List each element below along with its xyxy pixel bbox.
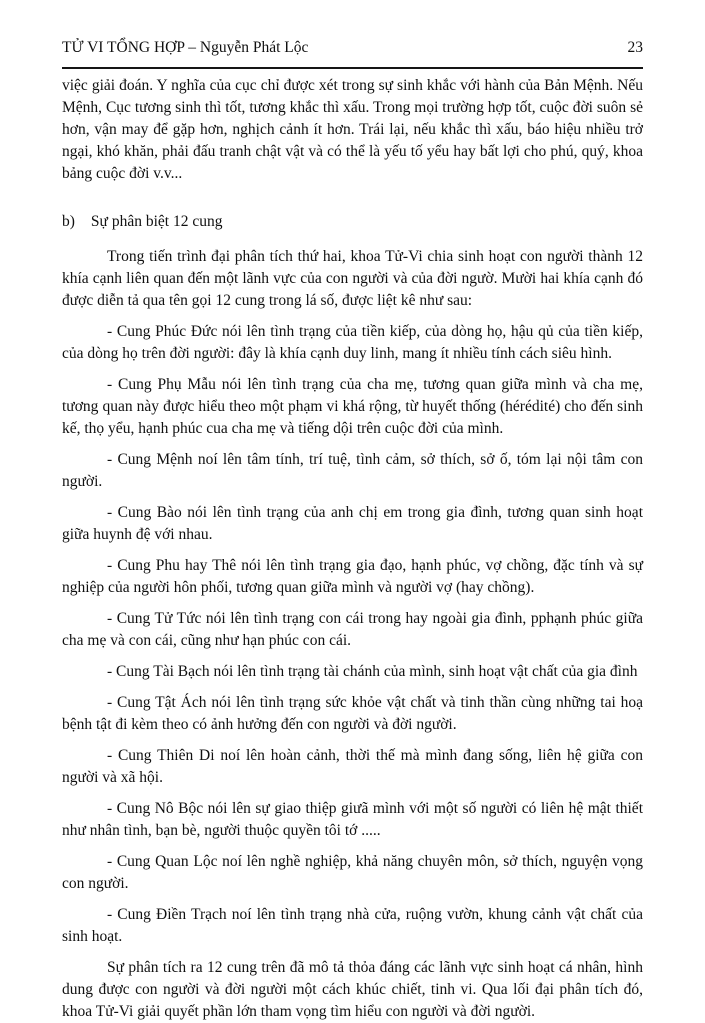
cung-tai-bach-paragraph: - Cung Tài Bạch nói lên tình trạng tài chánh của mình, sinh hoạt vật chất của gia đình xyxy=(107,663,638,680)
running-title: TỬ VI TỔNG HỢP – Nguyễn Phát Lộc xyxy=(62,39,309,56)
intro-paragraph: việc giải đoán. Y nghĩa của cục chỉ được xét trong sự sinh khắc với hành của Bản Mệnh. Nếu Mệnh, Cục tương sinh thì tốt, tương khắc thì xấu. Trong mọi trường hợp tốt, cuộc đời suôn sẻ hơn, vận may để gặp hơn, nghịch cảnh ít hơn. Trái lại, nếu khắc thì xấu, báo hiệu nhiều trở ngại, khó khăn, phải đấu tranh chật vật và có thể là yếu tố yểu hay bất lợi cho phú, quý, khoa bảng cuộc đời v.v... xyxy=(62,77,643,182)
page-header xyxy=(62,38,643,58)
cung-phu-mau-paragraph: - Cung Phụ Mẫu nói lên tình trạng của cha mẹ, tương quan giữa mình và cha mẹ, tương quan này được hiểu theo một phạm vi khá rộng, từ huyết thống (hérédité) cho đến sinh kế, thọ yểu, hạnh phúc cua cha mẹ và tiếng dội trên cuộc đời của mình. xyxy=(62,376,643,437)
cung-phuc-duc-paragraph: - Cung Phúc Đức nói lên tình trạng của tiền kiếp, của dòng họ, hậu qủ của tiền kiếp, của dòng họ trên đời người: đây là khía cạnh duy linh, mang ít nhiều tính cách siêu hình. xyxy=(62,323,643,362)
section-label: b) xyxy=(62,213,75,230)
cung-no-boc-paragraph: - Cung Nô Bộc nói lên sự giao thiệp giưã mình với một số người có liên hệ mật thiết như nhân tình, bạn bè, người thuộc quyền tôi tớ ..... xyxy=(62,800,643,839)
lead-paragraph: Trong tiến trình đại phân tích thứ hai, khoa Tử-Vi chia sinh hoạt con người thành 12 khía cạnh liên quan đến một lãnh vực của con người và của đời ngườ. Mười hai khía cạnh đó được diễn tả qua tên gọi 12 cung trong lá số, được liệt kê như sau: xyxy=(62,248,643,309)
cung-tat-ach-paragraph: - Cung Tật Ách nói lên tình trạng sức khỏe vật chất và tinh thần cùng những tai hoạ bệnh tật đi kèm theo có ảnh hưởng đến con người và đời người. xyxy=(62,694,643,733)
section-title: Sự phân biệt 12 cung xyxy=(90,213,223,230)
page-body xyxy=(62,75,643,1023)
closing-paragraph: Sự phân tích ra 12 cung trên đã mô tả thỏa đáng các lãnh vực sinh hoạt cá nhân, hình dung được con người và đời người một cách khúc chiết, tinh vi. Qua lối đại phân tích đó, khoa Tử-Vi giải quyết phần lớn tham vọng tìm hiểu con người và đời người. xyxy=(62,959,643,1020)
page-number: 23 xyxy=(627,39,643,56)
cung-tu-tuc-paragraph: - Cung Tử Tức nói lên tình trạng con cái trong hay ngoài gia đình, pphạnh phúc giữa cha mẹ và con cái, cũng như hạn phúc con cái. xyxy=(62,610,643,649)
cung-menh-paragraph: - Cung Mệnh noí lên tâm tính, trí tuệ, tình cảm, sở thích, sở ố, tóm lại nội tâm con người. xyxy=(62,451,643,490)
cung-dien-trach-paragraph: - Cung Điền Trạch noí lên tình trạng nhà cửa, ruộng vườn, khung cảnh vật chất của sinh hoạt. xyxy=(62,906,643,945)
cung-bao-paragraph: - Cung Bào nói lên tình trạng của anh chị em trong gia đình, tương quan sinh hoạt giữa huynh đệ với nhau. xyxy=(62,504,643,543)
cung-quan-loc-paragraph: - Cung Quan Lộc noí lên nghề nghiệp, khả năng chuyên môn, sở thích, nguyện vọng con người. xyxy=(62,853,643,892)
cung-phu-the-paragraph: - Cung Phu hay Thê nói lên tình trạng gia đạo, hạnh phúc, vợ chồng, đặc tính và sự nghiệp của người hôn phối, tương quan giữa mình và người vợ (hay chồng). xyxy=(62,557,643,596)
cung-thien-di-paragraph: - Cung Thiên Di noí lên hoàn cảnh, thời thế mà mình đang sống, liên hệ giữa con người và xã hội. xyxy=(62,747,643,786)
section-heading xyxy=(62,211,643,233)
header-rule-divider xyxy=(62,67,643,69)
